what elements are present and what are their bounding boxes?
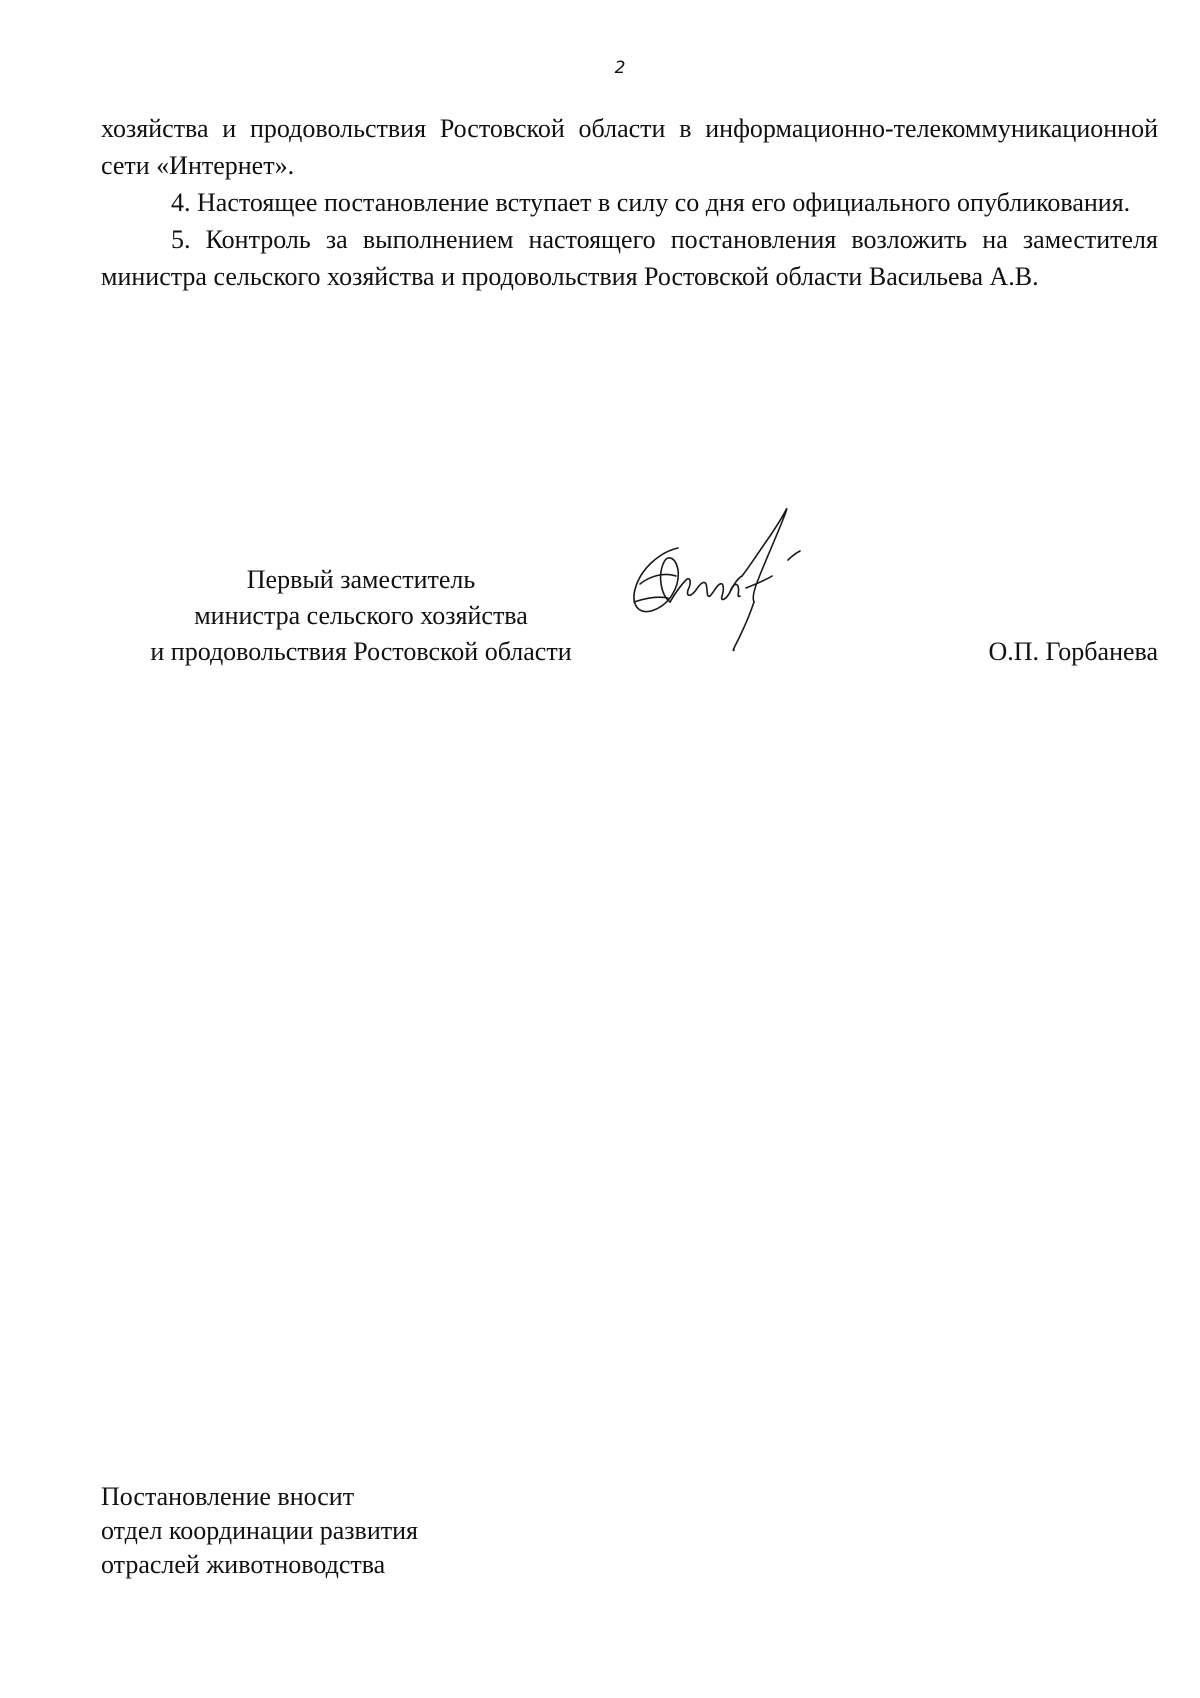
- page-number: 2: [614, 58, 626, 78]
- signatory-position-line: и продовольствия Ростовской области: [150, 637, 572, 666]
- submitted-by-line: Постановление вносит: [101, 1482, 355, 1511]
- paragraph-item-5: 5. Контроль за выполнением настоящего постановления возложить на заместителя министра сельского хозяйства и продовольствия Ростовской области Васильева А.В.: [101, 225, 1158, 291]
- signatory-name: О.П. Горбанева: [988, 637, 1158, 666]
- submitted-by-note: [101, 1480, 418, 1582]
- handwritten-signature: [620, 506, 820, 661]
- signatory-position-line: Первый заместитель: [246, 565, 476, 594]
- document-body: [101, 110, 1158, 295]
- paragraph-continuation: хозяйства и продовольствия Ростовской области в информационно-телекоммуникационной сети «Интернет».: [101, 114, 1158, 180]
- submitted-by-line: отдел координации развития: [101, 1516, 418, 1545]
- signatory-position-line: министра сельского хозяйства: [194, 601, 528, 630]
- submitted-by-line: отраслей животноводства: [101, 1550, 386, 1579]
- signatory-position: [101, 562, 621, 670]
- paragraph-item-4: 4. Настоящее постановление вступает в силу со дня его официального опубликования.: [171, 188, 1131, 217]
